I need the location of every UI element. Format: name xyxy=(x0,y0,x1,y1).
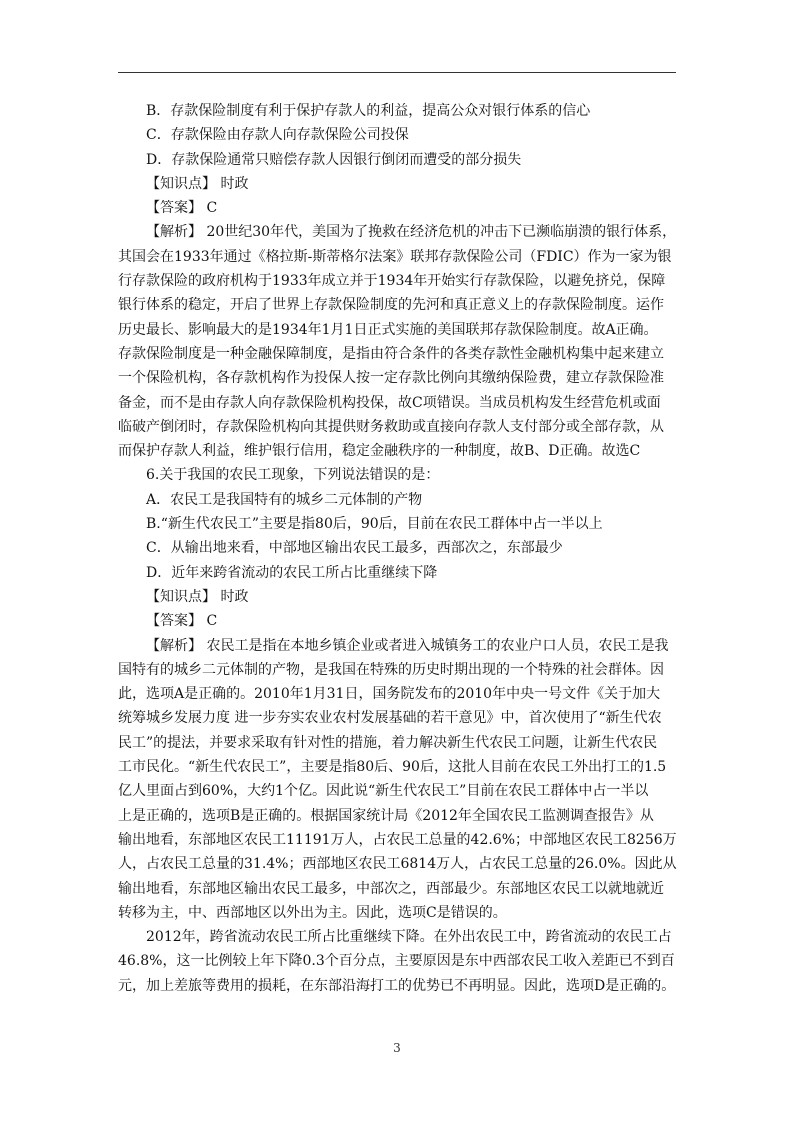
option-b-line: B.“新生代农民工”主要是指80后，90后，目前在农民工群体中占一半以上 xyxy=(146,516,603,533)
analysis-line: 元，加上差旅等费用的损耗，在东部沿海打工的优势已不再明显。因此，选项D是正确的。 xyxy=(118,977,676,994)
option-a-line: A．农民工是我国特有的城乡二元体制的产物 xyxy=(146,491,423,508)
analysis-line: 46.8%，这一比例较上年下降0.3个百分点，主要原因是东中西部农民工收入差距已不到百 xyxy=(118,953,675,970)
answer-line: 【答案】 C xyxy=(146,200,218,217)
option-d-line: D．存款保险通常只赔偿存款人因银行倒闭而遭受的部分损失 xyxy=(146,151,522,168)
analysis-line: 转移为主，中、西部地区以外出为主。因此，选项C是错误的。 xyxy=(118,904,507,921)
answer-line: 【答案】 C xyxy=(146,613,218,630)
analysis-line: 其国会在1933年通过《格拉斯-斯蒂格尔法案》联邦存款保险公司（FDIC）作为一家为银 xyxy=(118,248,672,265)
analysis-line: 工市民化。“新生代农民工”，主要是指80后、90后，这批人目前在农民工外出打工的1.5 xyxy=(118,759,667,776)
knowledge-point-line: 【知识点】 时政 xyxy=(146,588,249,605)
analysis-line: 行存款保险的政府机构于1933年成立并于1934年开始实行存款保险，以避免挤兑，保障 xyxy=(118,273,666,290)
page-number: 3 xyxy=(393,1041,401,1055)
knowledge-point-line: 【知识点】 时政 xyxy=(146,175,249,192)
option-b-line: B．存款保险制度有利于保护存款人的利益，提高公众对银行体系的信心 xyxy=(146,103,591,119)
analysis-line: 备金，而不是由存款人向存款保险机构投保，故C项错误。当成员机构发生经营危机或面 xyxy=(118,394,661,411)
analysis-line: 2012年，跨省流动农民工所占比重继续下降。在外出农民工中，跨省流动的农民工占 xyxy=(146,929,672,946)
analysis-line: 【解析】 20世纪30年代，美国为了挽救在经济危机的冲击下已濒临崩溃的银行体系， xyxy=(146,224,677,241)
question-6-line: 6.关于我国的农民工现象，下列说法错误的是： xyxy=(146,467,440,484)
analysis-line: 银行体系的稳定，开启了世界上存款保险制度的先河和真正意义上的存款保险制度。运作 xyxy=(118,297,664,314)
analysis-line: 一个保险机构，各存款机构作为投保人按一定存款比例向其缴纳保险费，建立存款保险准 xyxy=(118,370,664,387)
option-c-line: C．存款保险由存款人向存款保险公司投保 xyxy=(146,127,409,144)
analysis-line: 历史最长、影响最大的是1934年1月1日正式实施的美国联邦存款保险制度。故A正确。 xyxy=(118,321,658,338)
analysis-line: 上是正确的，选项B是正确的。根据国家统计局《2012年全国农民工监测调查报告》从 xyxy=(118,807,654,824)
analysis-line: 国特有的城乡二元体制的产物，是我国在特殊的历史时期出现的一个特殊的社会群体。因 xyxy=(118,661,664,678)
analysis-line: 人，占农民工总量的31.4%；西部地区农民工6814万人，占农民工总量的26.0%。因此从 xyxy=(118,856,677,873)
header-rule xyxy=(118,72,676,73)
analysis-line: 存款保险制度是一种金融保障制度，是指由符合条件的各类存款性金融机构集中起来建立 xyxy=(118,345,664,362)
option-d-line: D．近年来跨省流动的农民工所占比重继续下降 xyxy=(146,564,438,581)
analysis-line: 此，选项A是正确的。2010年1月31日，国务院发布的2010年中央一号文件《关于加大 xyxy=(118,686,661,703)
analysis-line: 临破产倒闭时，存款保险机构向其提供财务救助或直接向存款人支付部分或全部存款，从 xyxy=(118,418,664,435)
analysis-line: 【解析】 农民工是指在本地乡镇企业或者进入城镇务工的农业户口人员，农民工是我 xyxy=(146,637,669,654)
analysis-line: 输出地看，东部地区农民工11191万人，占农民工总量的42.6%；中部地区农民工8256万 xyxy=(118,831,677,848)
option-c-line: C．从输出地来看，中部地区输出农民工最多，西部次之，东部最少 xyxy=(146,540,563,557)
analysis-line: 而保护存款人利益，维护银行信用，稳定金融秩序的一种制度，故B、D正确。故选C xyxy=(118,443,641,460)
document-body xyxy=(118,99,678,998)
analysis-line: 统筹城乡发展力度 进一步夯实农业农村发展基础的若干意见》中，首次使用了“新生代农 xyxy=(118,710,662,727)
analysis-line: 亿人里面占到60%，大约1个亿。因此说“新生代农民工”目前在农民工群体中占一半以 xyxy=(118,783,649,800)
analysis-line: 输出地看，东部地区输出农民工最多，中部次之，西部最少。东部地区农民工以就地就近 xyxy=(118,880,664,897)
analysis-line: 民工”的提法，并要求采取有针对性的措施，着力解决新生代农民工问题，让新生代农民 xyxy=(118,734,658,751)
